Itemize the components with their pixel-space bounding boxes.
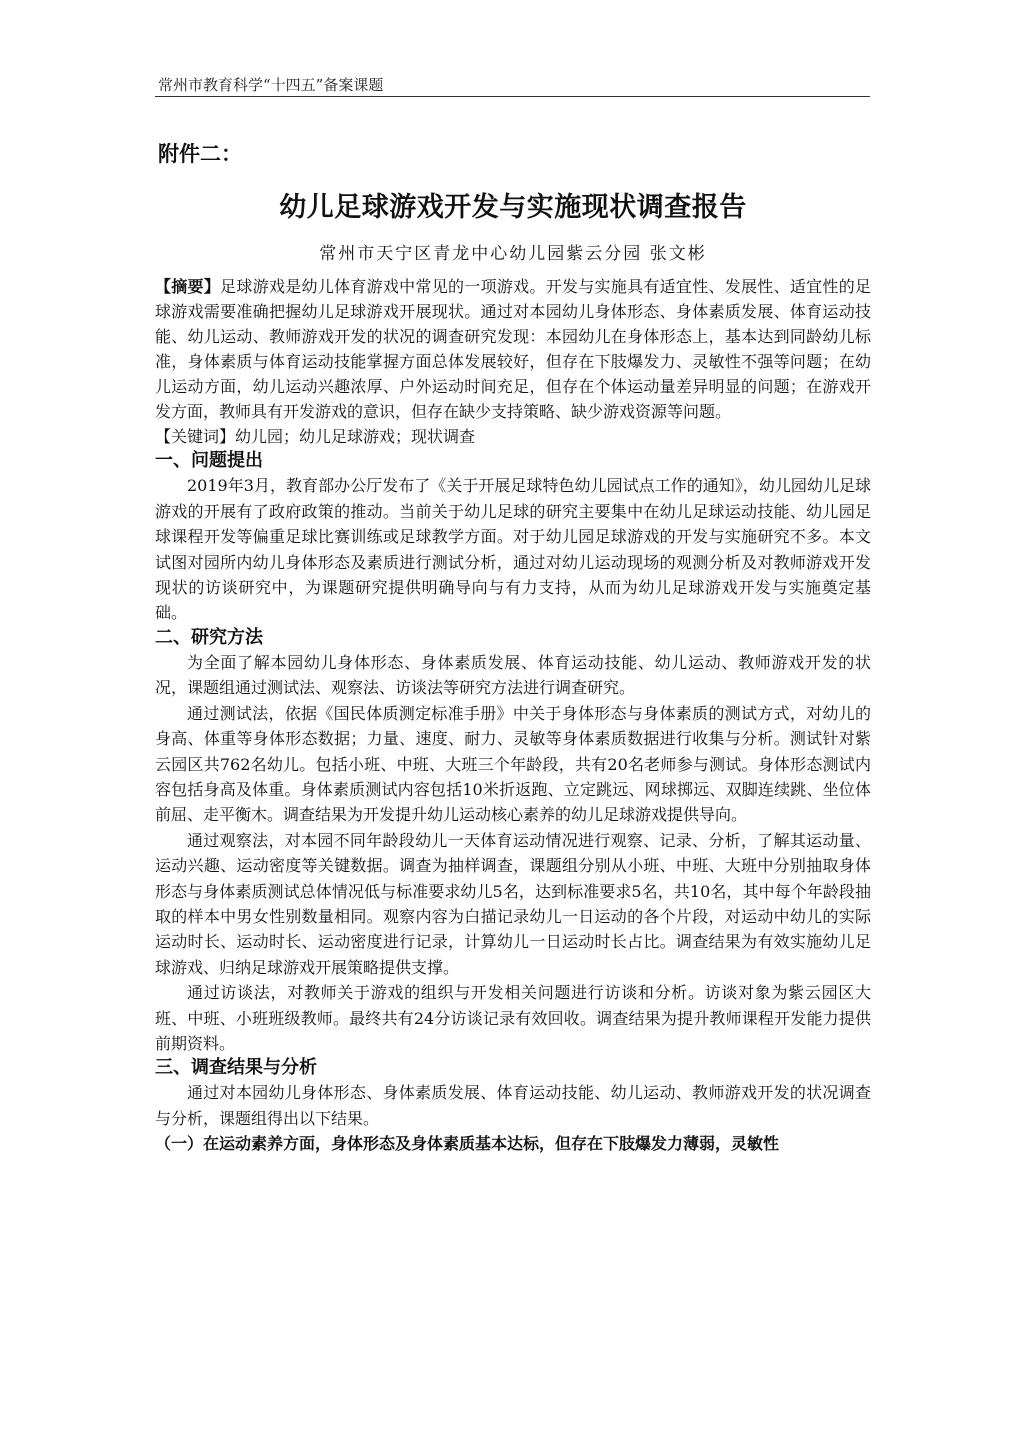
abstract-label: 【摘要】 [155,277,221,296]
author-line: 常州市天宁区青龙中心幼儿园紫云分园 张文彬 [319,244,707,264]
keywords-text: 幼儿园；幼儿足球游戏；现状调查 [235,427,476,447]
section-3-paragraph-1: 通过对本园幼儿身体形态、身体素质发展、体育运动技能、幼儿运动、教师游戏开发的状况调查与分析，课题组得出以下结果。 [155,1083,871,1128]
document-body [155,140,871,1157]
section-heading-3: 三、调查结果与分析 [155,1057,317,1079]
subsection-heading-1: （一）在运动素养方面，身体形态及身体素质基本达标，但存在下肢爆发力薄弱，灵敏性 [155,1134,780,1154]
appendix-label: 附件二： [158,142,242,166]
section-2-paragraph-4: 通过访谈法，对教师关于游戏的组织与开发相关问题进行访谈和分析。访谈对象为紫云园区大班、中班、小班班级教师。最终共有24分访谈记录有效回收。调查结果为提升教师课程开发能力提供前期资料。 [155,983,871,1053]
section-heading-1: 一、问题提出 [155,450,263,472]
section-2-paragraph-2: 通过测试法，依据《国民体质测定标准手册》中关于身体形态与身体素质的测试方式，对幼儿的身高、体重等身体形态数据；力量、速度、耐力、灵敏等身体素质数据进行收集与分析。测试针对紫云园区共762名幼儿。包括小班、中班、大班三个年龄段，共有20名老师参与测试。身体形态测试内容包括身高及体重。身体素质测试内容包括10米折返跑、立定跳远、网球掷远、双脚连续跳、坐位体前屈、走平衡木。调查结果为开发提升幼儿运动核心素养的幼儿足球游戏提供导向。 [155,703,871,825]
section-heading-2: 二、研究方法 [155,626,263,648]
running-header: 常州市教育科学“十四五”备案课题 [158,76,384,94]
section-2-paragraph-1: 为全面了解本园幼儿身体形态、身体素质发展、体育运动技能、幼儿运动、教师游戏开发的状况，课题组通过测试法、观察法、访谈法等研究方法进行调查研究。 [155,652,871,698]
abstract-text: 足球游戏是幼儿体育游戏中常见的一项游戏。开发与实施具有适宜性、发展性、适宜性的足球游戏需要准确把握幼儿足球游戏开展现状。通过对本园幼儿身体形态、身体素质发展、体育运动技能、幼儿运动、教师游戏开发的状况的调查研究发现：本园幼儿在身体形态上，基本达到同龄幼儿标准，身体素质与体育运动技能掌握方面总体发展较好，但存在下肢爆发力、灵敏性不强等问题；在幼儿运动方面，幼儿运动兴趣浓厚、户外运动时间充足，但存在个体运动量差异明显的问题；在游戏开发方面，教师具有开发游戏的意识，但存在缺少支持策略、缺少游戏资源等问题。 [155,277,871,421]
section-1-paragraph-1: 2019年3月，教育部办公厅发布了《关于开展足球特色幼儿园试点工作的通知》，幼儿园幼儿足球游戏的开展有了政府政策的推动。当前关于幼儿足球的研究主要集中在幼儿足球运动技能、幼儿园足球课程开发等偏重足球比赛训练或足球教学方面。对于幼儿园足球游戏的开发与实施研究不多。本文试图对园所内幼儿身体形态及素质进行测试分析，通过对幼儿运动现场的观测分析及对教师游戏开发现状的访谈研究中，为课题研究提供明确导向与有力支持，从而为幼儿足球游戏开发与实施奠定基础。 [155,476,871,623]
keywords [155,424,871,449]
keywords-label: 【关键词】 [155,427,236,447]
abstract [155,275,871,424]
header-divider [155,96,870,97]
document-title: 幼儿足球游戏开发与实施现状调查报告 [279,192,747,223]
section-2-paragraph-3: 通过观察法，对本园不同年龄段幼儿一天体育运动情况进行观察、记录、分析，了解其运动量、运动兴趣、运动密度等关键数据。调查为抽样调查，课题组分别从小班、中班、大班中分别抽取身体形态与身体素质测试总体情况低与标准要求幼儿5名，达到标准要求5名，共10名，其中每个年龄段抽取的样本中男女性别数量相同。观察内容为白描记录幼儿一日运动的各个片段，对运动中幼儿的实际运动时长、运动时长、运动密度进行记录，计算幼儿一日运动时长占比。调查结果为有效实施幼儿足球游戏、归纳足球游戏开展策略提供支撑。 [155,830,871,977]
